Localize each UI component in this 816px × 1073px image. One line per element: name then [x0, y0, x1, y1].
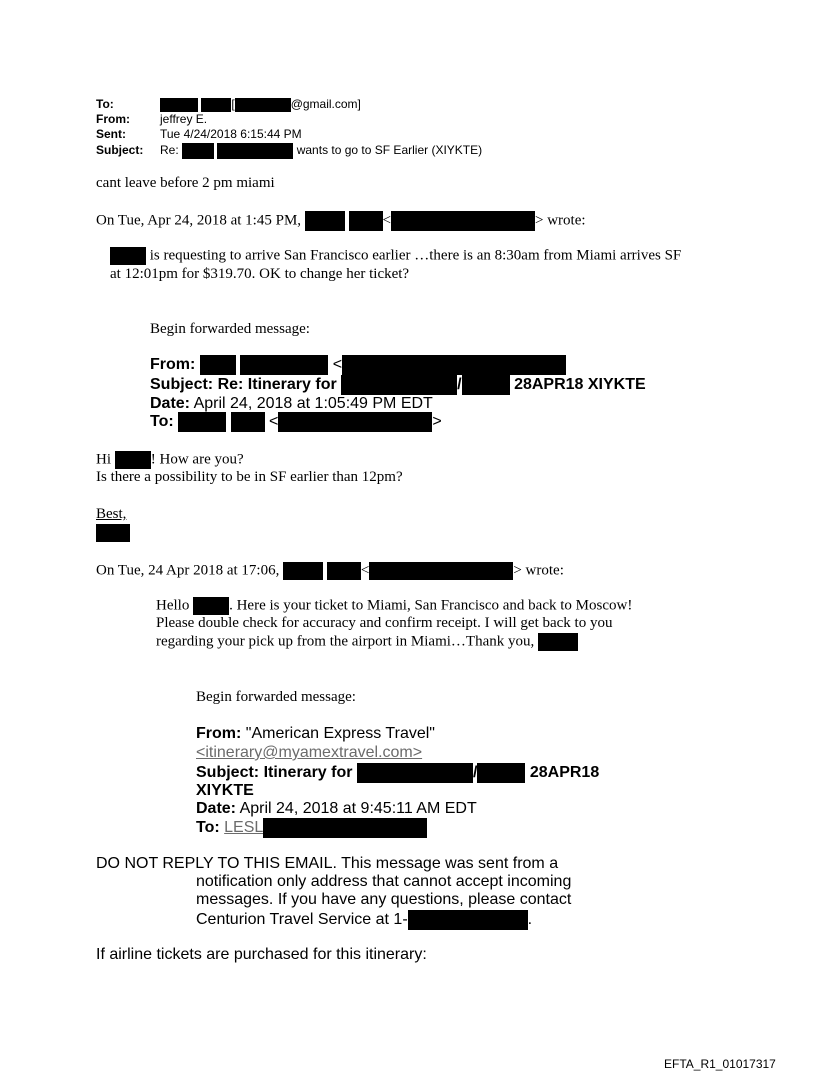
fwd2-to-line: [196, 818, 427, 838]
fwd1-from-label: From:: [150, 356, 196, 374]
redaction: [263, 818, 427, 838]
fwd2-slash: /: [472, 764, 478, 782]
notice-line-3: messages. If you have any questions, please contact: [196, 891, 572, 908]
fwd1-begin: Begin forwarded message:: [150, 321, 310, 337]
subject-suffix: wants to go to SF Earlier (XIYKTE): [296, 143, 483, 158]
fwd1-to-gt: >: [432, 413, 442, 431]
fwd2-from-label: From:: [196, 725, 242, 742]
from-line: [96, 113, 207, 125]
to-bracket: [: [231, 97, 235, 112]
fwd2-from-line: [196, 725, 435, 743]
redaction: [349, 211, 383, 231]
subject-label: Subject:: [96, 143, 144, 158]
redaction: [182, 143, 214, 159]
fwd2-begin: Begin forwarded message:: [196, 689, 356, 705]
fwd1-to-line: [150, 412, 442, 432]
from-value: jeffrey E.: [160, 112, 208, 126]
redaction: [477, 763, 525, 783]
fwd2-from-value: "American Express Travel": [241, 725, 435, 742]
fwd1-date-line: [150, 395, 433, 413]
fwd2-date-value: April 24, 2018 at 9:45:11 AM EDT: [236, 800, 477, 817]
quote-suffix: > wrote:: [535, 212, 586, 229]
quote-attribution-2: [96, 562, 564, 580]
redaction: [178, 412, 226, 432]
fwd2-subject-label: Subject: Itinerary for: [196, 764, 353, 782]
hi-greeting-tail: ! How are you?: [150, 451, 244, 468]
redaction: [538, 633, 578, 651]
request-line-2: at 12:01pm for $319.70. OK to change her ticket?: [110, 266, 410, 282]
fwd1-lt: <: [332, 356, 343, 374]
redaction: [305, 211, 345, 231]
hi-sign: Best,: [96, 506, 127, 522]
sent-value: Tue 4/24/2018 6:15:44 PM: [160, 127, 302, 141]
hello-line-1: [156, 597, 632, 615]
fwd2-date-line: [196, 800, 477, 818]
redaction: [110, 247, 146, 265]
fwd1-from-line: [150, 355, 566, 375]
redaction: [115, 451, 151, 469]
fwd1-to-lt: <: [269, 413, 279, 431]
redaction: [342, 355, 566, 375]
redaction: [200, 355, 236, 375]
fwd2-date-label: Date:: [196, 800, 237, 817]
redaction: [391, 211, 535, 231]
tickets-line: If airline tickets are purchased for this itinerary:: [96, 946, 427, 963]
hello-line1-tail: . Here is your ticket to Miami, San Francisco and back to Moscow!: [229, 597, 633, 614]
request-line-1: [110, 247, 681, 265]
hi-greeting: Hi: [96, 451, 111, 468]
redaction: [369, 562, 513, 580]
hello-line-2: Please double check for accuracy and confirm receipt. I will get back to you: [156, 615, 613, 631]
fwd2-email-link[interactable]: <itinerary@myamextravel.com>: [196, 744, 423, 761]
from-label: From:: [96, 112, 130, 126]
fwd1-date-label: Date:: [150, 395, 191, 412]
redaction: [96, 524, 130, 542]
hello-line3-text: regarding your pick up from the airport in Miami…Thank you,: [156, 633, 535, 650]
quote2-prefix: On Tue, 24 Apr 2018 at 17:06,: [96, 562, 280, 579]
redaction: [327, 562, 361, 580]
reply-body: cant leave before 2 pm miami: [96, 175, 275, 191]
quote-lt: <: [382, 212, 391, 229]
fwd2-subject-line: [196, 763, 599, 783]
to-domain: @gmail.com]: [290, 97, 361, 112]
notice-line-1: DO NOT REPLY TO THIS EMAIL. This message was sent from a: [96, 855, 559, 872]
fwd1-subject-line: [150, 375, 646, 395]
hello-greeting: Hello: [156, 597, 190, 614]
hello-line-3: [156, 633, 578, 651]
fwd2-email-line: [196, 744, 422, 762]
subject-line: [96, 143, 482, 159]
redaction: [408, 910, 528, 930]
fwd2-subject-tail: 28APR18: [529, 764, 600, 782]
fwd2-subject-line-2: XIYKTE: [196, 782, 254, 799]
redaction: [231, 412, 265, 432]
fwd1-subject-tail: 28APR18 XIYKTE: [514, 376, 646, 394]
fwd1-slash: /: [457, 376, 462, 394]
sent-line: [96, 128, 302, 140]
subject-prefix: Re:: [160, 143, 179, 158]
redaction: [217, 143, 293, 159]
redaction: [193, 597, 229, 615]
redaction: [240, 355, 328, 375]
quote-attribution-1: [96, 211, 586, 231]
notice-line4-tail: .: [527, 911, 533, 929]
quote2-lt: <: [360, 562, 370, 579]
to-line: [96, 98, 361, 112]
notice-line-4: [196, 910, 532, 930]
request-text: is requesting to arrive San Francisco earlier …there is an 8:30am from Miami arrives SF: [146, 247, 682, 264]
fwd2-to-link[interactable]: LESL: [224, 819, 264, 837]
notice-line-2: notification only address that cannot accept incoming: [196, 873, 572, 890]
redaction: [235, 98, 291, 112]
signature-redaction: [96, 524, 130, 542]
to-label: To:: [96, 97, 114, 112]
hi-question: Is there a possibility to be in SF earlier than 12pm?: [96, 469, 403, 485]
quote-prefix: On Tue, Apr 24, 2018 at 1:45 PM,: [96, 212, 302, 229]
sent-label: Sent:: [96, 127, 126, 141]
redaction: [341, 375, 457, 395]
page-id: EFTA_R1_01017317: [664, 1057, 776, 1071]
fwd1-date-value: April 24, 2018 at 1:05:49 PM EDT: [193, 395, 433, 412]
redaction: [283, 562, 323, 580]
quote2-suffix: > wrote:: [513, 562, 564, 579]
redaction: [357, 763, 473, 783]
fwd2-to-label: To:: [196, 819, 220, 837]
notice-line4-text: Centurion Travel Service at 1-: [196, 911, 408, 929]
fwd1-subject-label: Subject: Re: Itinerary for: [150, 376, 337, 394]
redaction: [160, 98, 198, 112]
hi-line: [96, 451, 244, 469]
redaction: [462, 375, 510, 395]
redaction: [278, 412, 432, 432]
redaction: [201, 98, 231, 112]
fwd1-to-label: To:: [150, 413, 174, 431]
